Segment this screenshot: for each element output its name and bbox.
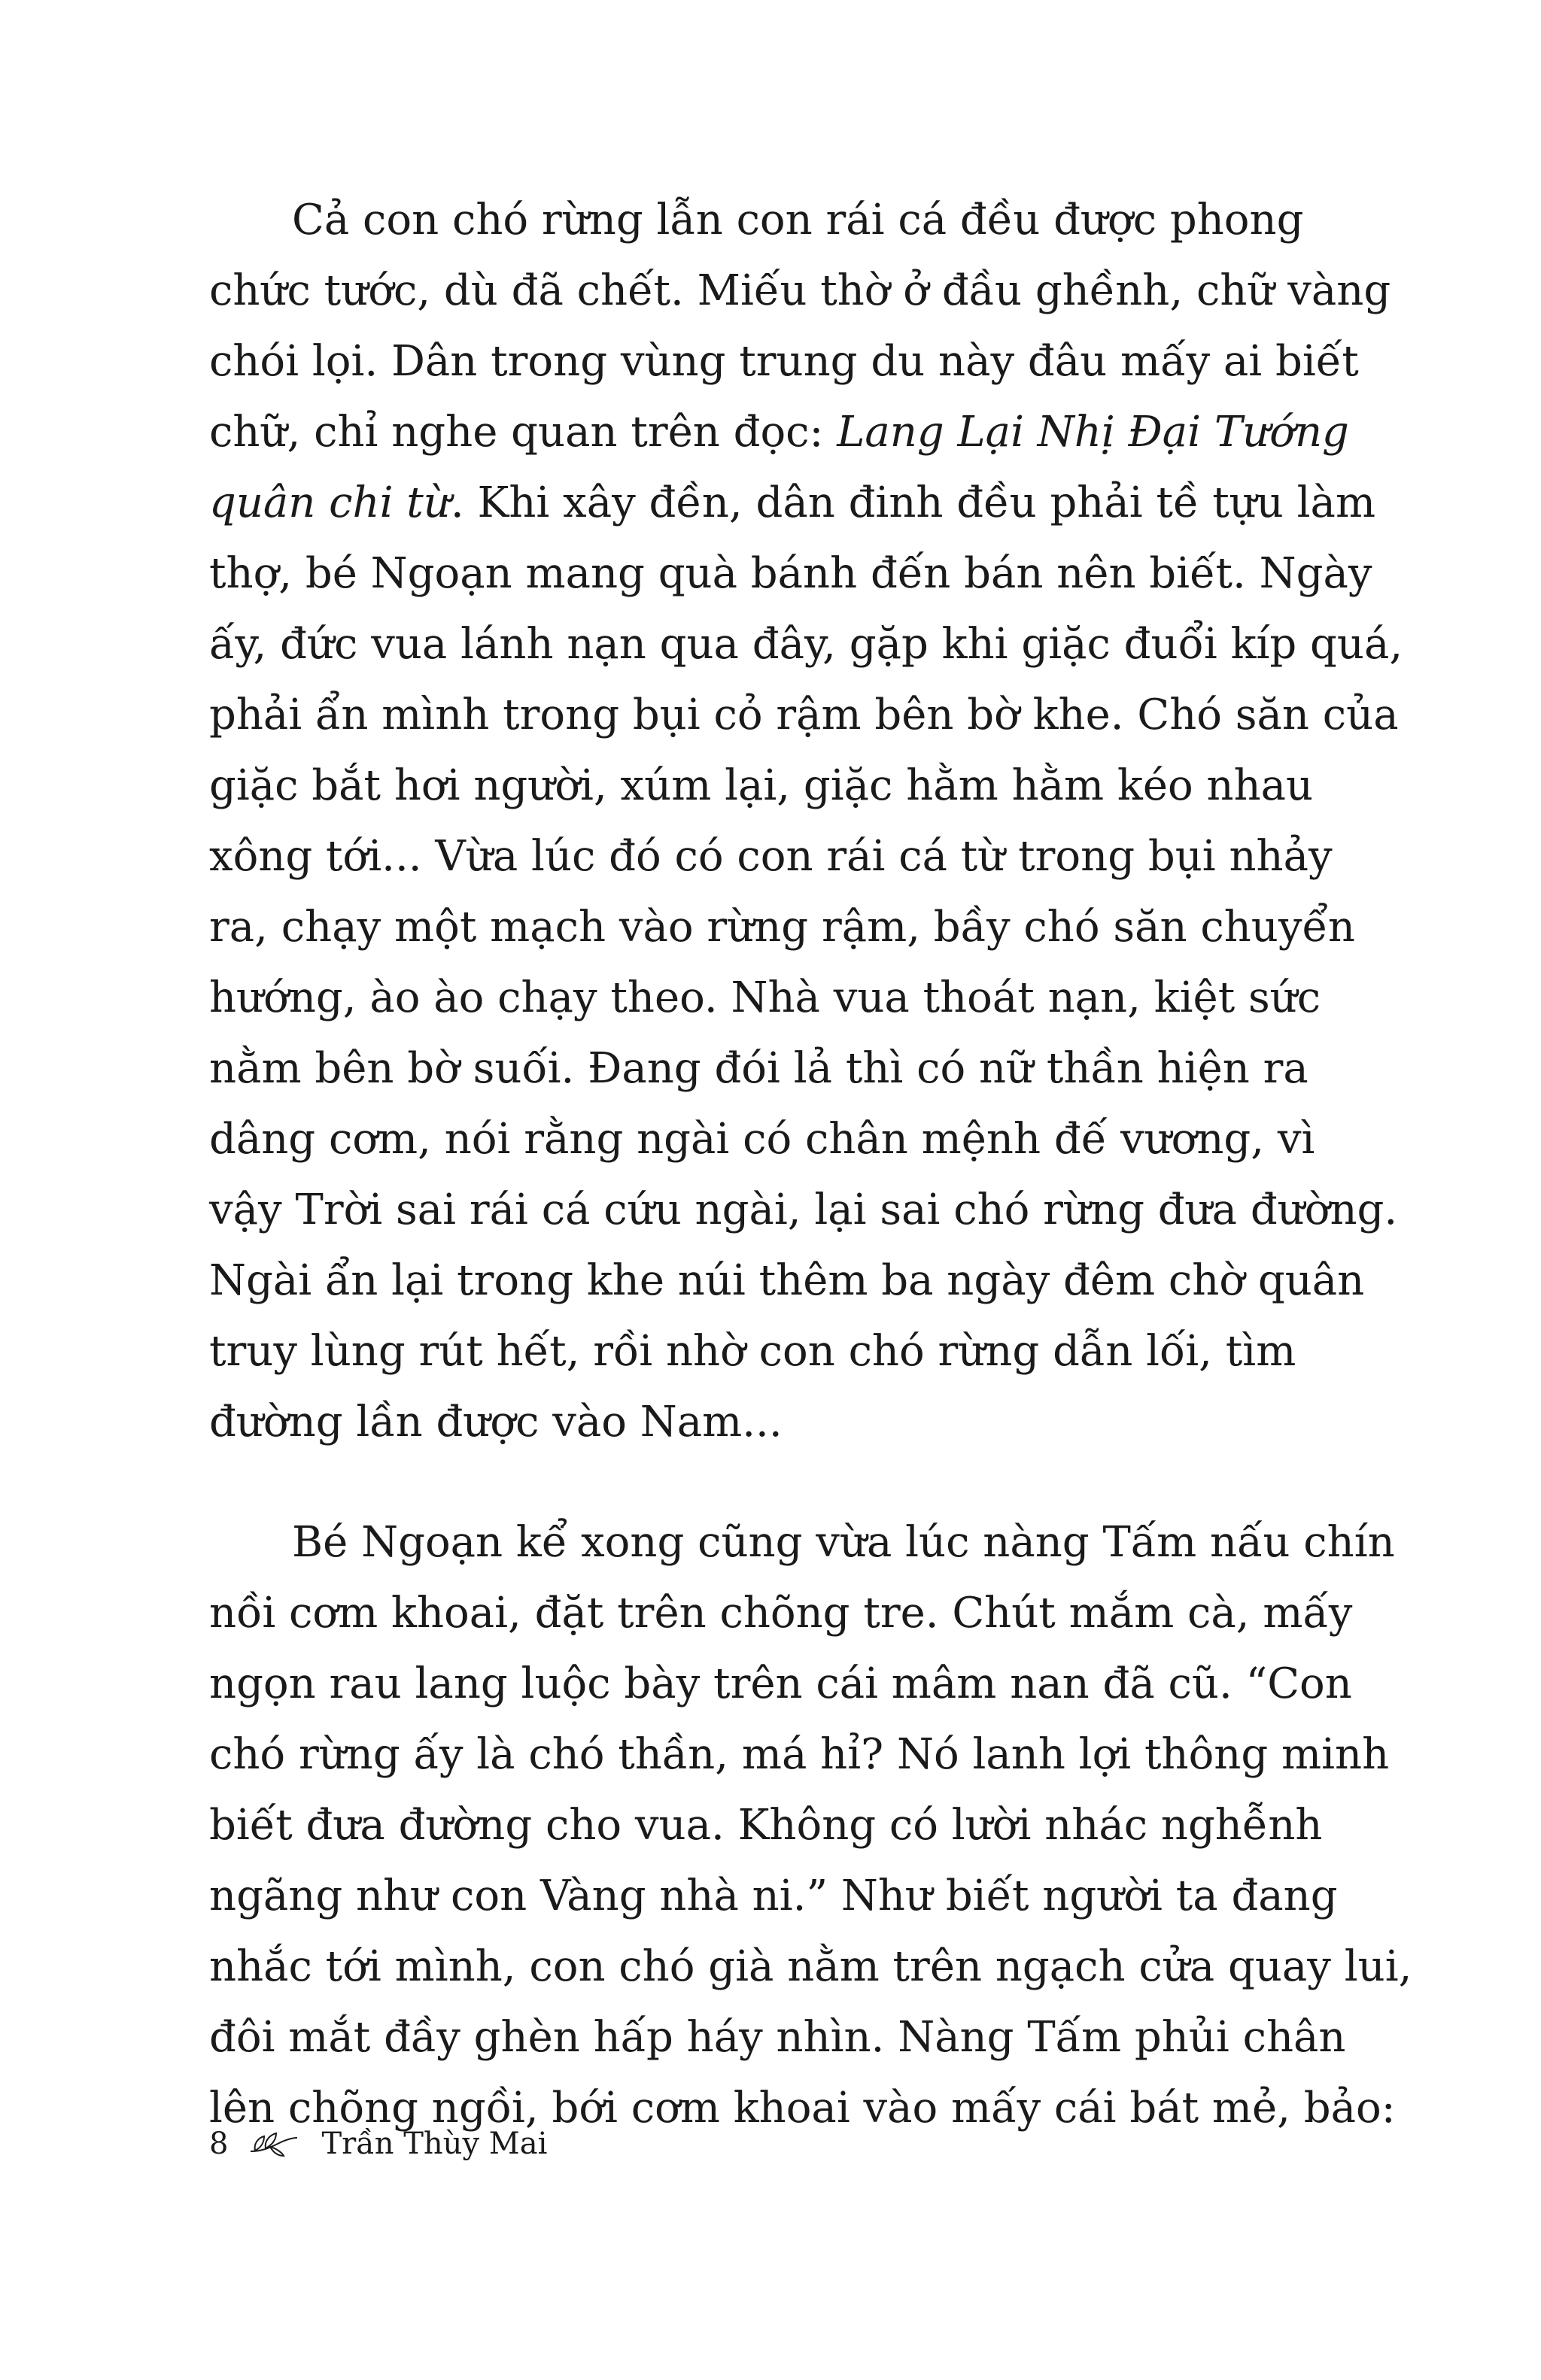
text-line bbox=[209, 680, 1399, 751]
paragraph-1 bbox=[209, 185, 1403, 1458]
text-segment: thợ, bé Ngoạn mang quà bánh đến bán nên biết. Ngày bbox=[209, 549, 1372, 598]
text-line bbox=[209, 2002, 1346, 2073]
text-line bbox=[209, 751, 1314, 821]
text-segment: đôi mắt đầy ghèn hấp háy nhìn. Nàng Tấm phủi chân bbox=[209, 2013, 1346, 2062]
text-line bbox=[209, 1246, 1365, 1316]
text-line bbox=[209, 1175, 1398, 1246]
text-segment: chức tước, dù đã chết. Miếu thờ ở đầu ghềnh, chữ vàng bbox=[209, 266, 1391, 315]
text-segment: lên chõng ngồi, bới cơm khoai vào mấy cái bát mẻ, bảo: bbox=[209, 2084, 1396, 2133]
text-line bbox=[209, 1316, 1296, 1387]
text-segment: phải ẩn mình trong bụi cỏ rậm bên bờ khe. Chó săn của bbox=[209, 691, 1399, 739]
text-segment: ra, chạy một mạch vào rừng rậm, bầy chó săn chuyển bbox=[209, 903, 1355, 952]
text-segment: vậy Trời sai rái cá cứu ngài, lại sai chó rừng đưa đường. bbox=[209, 1185, 1398, 1234]
text-line bbox=[209, 1861, 1338, 1932]
text-segment: hướng, ào ào chạy theo. Nhà vua thoát nạn, kiệt sức bbox=[209, 973, 1321, 1022]
text-line bbox=[209, 1387, 1296, 1458]
text-segment: chữ, chỉ nghe quan trên đọc: bbox=[209, 408, 837, 457]
text-segment: chói lọi. Dân trong vùng trung du này đâu mấy ai biết bbox=[209, 337, 1359, 386]
text-line bbox=[209, 185, 1304, 256]
paragraph-2 bbox=[209, 1507, 1412, 2144]
italic-text: Lang Lại Nhị Đại Tướng bbox=[837, 408, 1349, 457]
text-line bbox=[209, 468, 1376, 539]
page-number: 8 bbox=[209, 2127, 229, 2161]
text-segment: chó rừng ấy là chó thần, má hỉ? Nó lanh lợi thông minh bbox=[209, 1730, 1390, 1779]
text-segment: đường lần được vào Nam... bbox=[209, 1398, 783, 1447]
text-line bbox=[209, 539, 1372, 609]
text-line bbox=[209, 326, 1359, 397]
text-line bbox=[209, 1720, 1390, 1790]
text-line bbox=[209, 963, 1321, 1034]
text-line bbox=[209, 892, 1355, 963]
text-line bbox=[209, 1507, 1395, 1578]
text-line bbox=[209, 1649, 1352, 1720]
text-segment: truy lùng rút hết, rồi nhờ con chó rừng dẫn lối, tìm bbox=[209, 1327, 1296, 1376]
text-segment: . Khi xây đền, dân đinh đều phải tề tựu làm bbox=[450, 478, 1376, 527]
author-name: Trần Thùy Mai bbox=[321, 2127, 548, 2161]
text-segment: xông tới... Vừa lúc đó có con rái cá từ trong bụi nhảy bbox=[209, 832, 1333, 881]
text-line bbox=[209, 1578, 1353, 1649]
text-segment: Bé Ngoạn kể xong cũng vừa lúc nàng Tấm nấu chín bbox=[292, 1518, 1395, 1567]
text-line bbox=[209, 397, 1349, 468]
text-segment: ấy, đức vua lánh nạn qua đây, gặp khi giặc đuổi kíp quá, bbox=[209, 620, 1403, 669]
leaf-ornament-icon bbox=[248, 2129, 300, 2159]
italic-text: quân chi từ bbox=[209, 478, 451, 527]
text-segment: ngãng như con Vàng nhà ni.” Như biết người ta đang bbox=[209, 1872, 1338, 1920]
text-segment: nhắc tới mình, con chó già nằm trên ngạch cửa quay lui, bbox=[209, 1942, 1412, 1991]
text-segment: giặc bắt hơi người, xúm lại, giặc hằm hằm kéo nhau bbox=[209, 761, 1314, 810]
text-segment: Ngài ẩn lại trong khe núi thêm ba ngày đêm chờ quân bbox=[209, 1256, 1365, 1305]
text-line bbox=[209, 1932, 1412, 2002]
text-segment: biết đưa đường cho vua. Không có lười nhác nghễnh bbox=[209, 1801, 1323, 1850]
book-page-body bbox=[209, 185, 1412, 2144]
text-line bbox=[209, 609, 1403, 680]
text-segment: Cả con chó rừng lẫn con rái cá đều được phong bbox=[292, 196, 1304, 244]
text-line bbox=[209, 1034, 1308, 1104]
text-line bbox=[209, 821, 1333, 892]
text-line bbox=[209, 1104, 1315, 1175]
text-segment: nằm bên bờ suối. Đang đói lả thì có nữ thần hiện ra bbox=[209, 1044, 1308, 1093]
text-segment: nồi cơm khoai, đặt trên chõng tre. Chút mắm cà, mấy bbox=[209, 1589, 1353, 1638]
page-footer bbox=[209, 2121, 547, 2166]
text-line bbox=[209, 256, 1391, 326]
text-segment: ngọn rau lang luộc bày trên cái mâm nan đã cũ. “Con bbox=[209, 1659, 1352, 1708]
text-segment: dâng cơm, nói rằng ngài có chân mệnh đế vương, vì bbox=[209, 1115, 1315, 1164]
text-line bbox=[209, 1790, 1323, 1861]
